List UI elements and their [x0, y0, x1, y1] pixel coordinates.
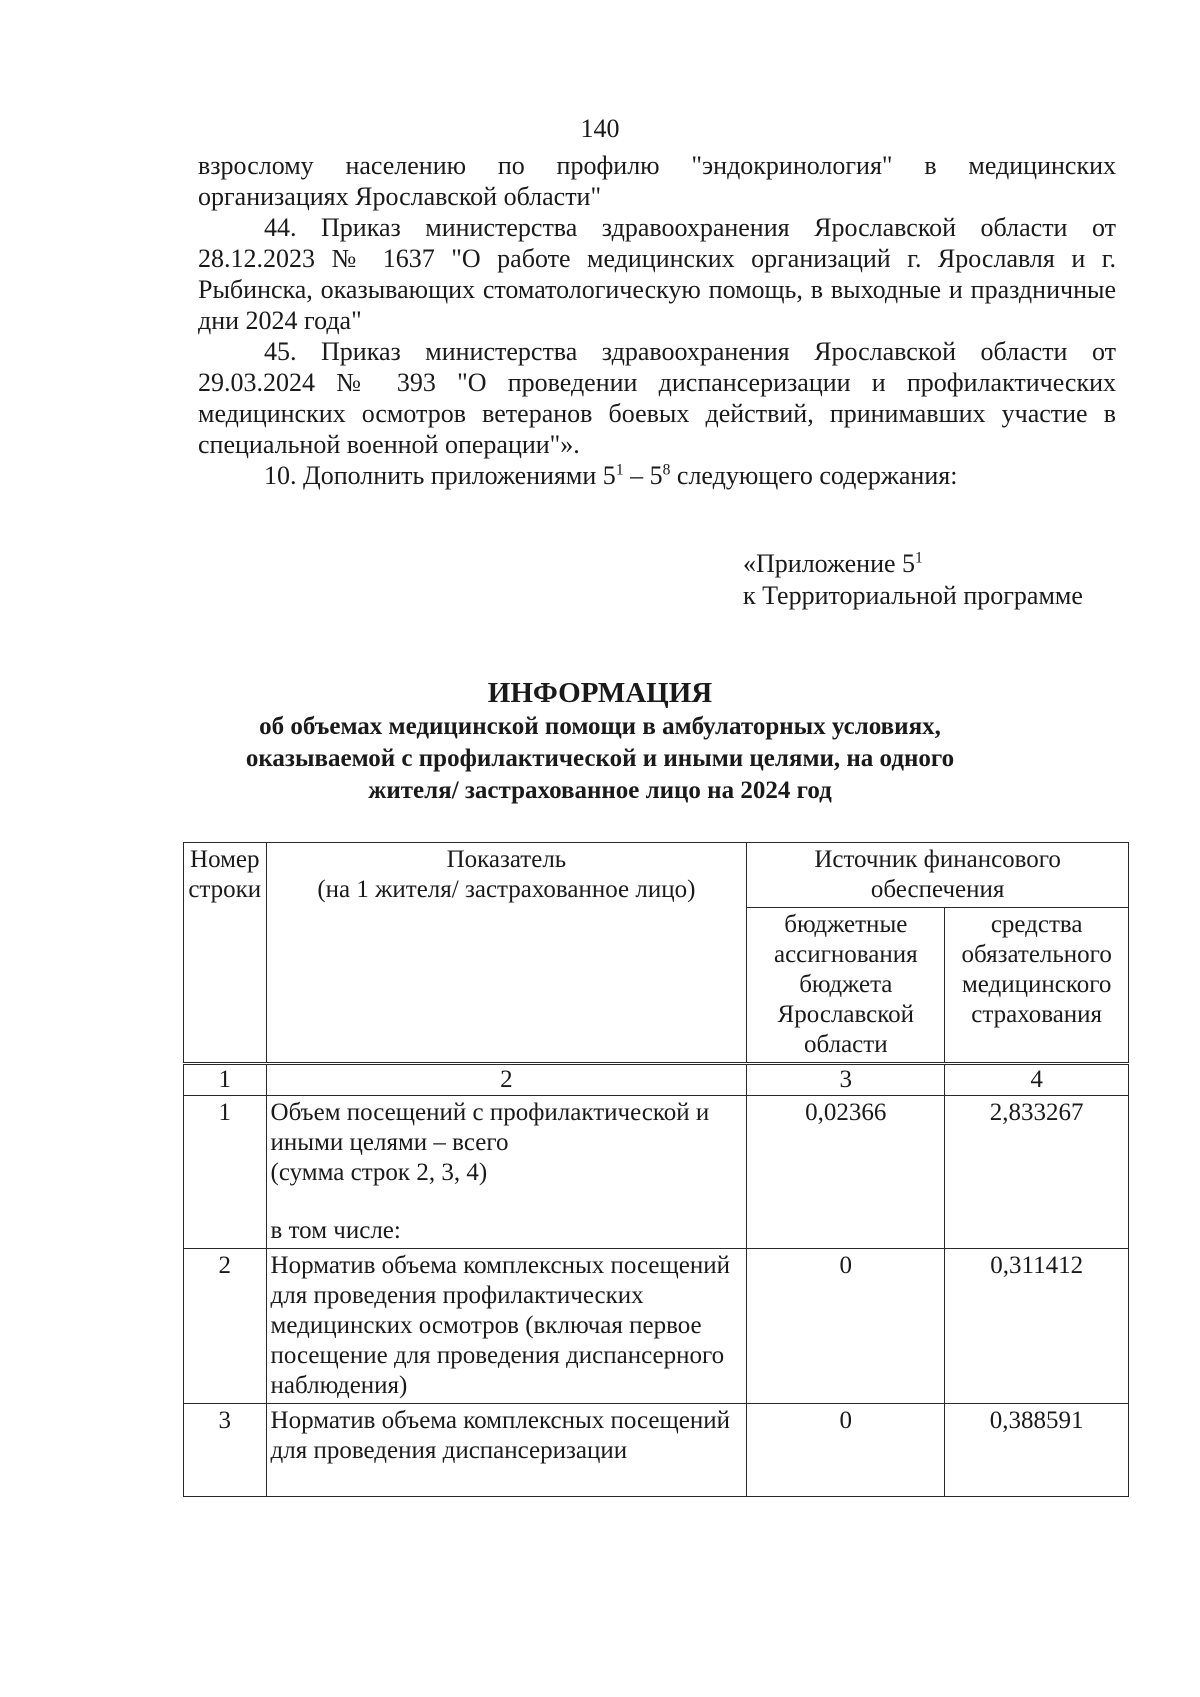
row-indicator: [266, 1096, 747, 1249]
item10-before: 10. Дополнить приложениями 5: [264, 461, 616, 490]
row-indicator-note: (сумма строк 2, 3, 4): [270, 1159, 488, 1186]
row-oms-value: 2,833267: [945, 1096, 1129, 1249]
row-oms-value: 0,311412: [945, 1249, 1129, 1404]
row-indicator-extra: в том числе:: [270, 1217, 401, 1244]
row-number: 3: [184, 1404, 267, 1497]
item10-sup1: 1: [615, 461, 624, 479]
row-indicator-text: Норматив объема комплексных посещений для проведения диспансеризации: [270, 1407, 730, 1464]
header-indicator-line2: (на 1 жителя/ застрахованное лицо): [317, 876, 696, 903]
table-row: [184, 1404, 1129, 1497]
item10-sup2: 8: [662, 461, 671, 479]
header-budget: бюджетные ассигнования бюджета Ярославской области: [747, 908, 945, 1064]
row-budget-value: 0,02366: [747, 1096, 945, 1249]
item10-dash: – 5: [623, 461, 663, 490]
row-indicator: Норматив объема комплексных посещений для проведения профилактических медицинских осмотров (включая первое посещение для проведения диспансерного наблюдения): [266, 1249, 747, 1404]
column-number: 4: [945, 1064, 1129, 1096]
paragraph-item-44: 44. Приказ министерства здравоохранения Ярославской области от 28.12.2023 № 1637 "О работе медицинских организаций г. Ярославля и г. Рыбинска, оказывающих стоматологическую помощь, в выходные и праздничные дни 2024 года": [198, 213, 1116, 335]
column-number: 2: [266, 1064, 747, 1096]
table-row: [184, 1249, 1129, 1404]
title-line1: об объемах медицинской помощи в амбулаторных условиях,: [259, 713, 941, 740]
appendix-reference: [743, 548, 1083, 612]
row-indicator-text: Объем посещений с профилактической и иными целями – всего: [270, 1099, 710, 1156]
table-header-row: [184, 843, 1129, 908]
column-numbers-row: [184, 1064, 1129, 1096]
title-line3: жителя/ застрахованное лицо на 2024 год: [368, 777, 832, 804]
title-main: ИНФОРМАЦИЯ: [487, 677, 713, 709]
appendix-line1: [743, 548, 1083, 580]
header-indicator-line1: Показатель: [446, 846, 567, 873]
paragraph-continuation: взрослому населению по профилю "эндокринология" в медицинских организациях Ярославской области": [198, 151, 1116, 211]
row-spacer: [271, 1466, 743, 1494]
appendix-line2: к Территориальной программе: [743, 581, 1083, 610]
table-row: [184, 1096, 1129, 1249]
title-line2: оказываемой с профилактической и иными целями, на одного: [245, 745, 955, 772]
column-number: 1: [184, 1064, 267, 1096]
row-number: 2: [184, 1249, 267, 1404]
info-table: [183, 842, 1129, 1497]
item10-after: следующего содержания:: [670, 461, 958, 490]
paragraph-item-45: 45. Приказ министерства здравоохранения Ярославской области от 29.03.2024 № 393 "О проведении диспансеризации и профилактических медицинских осмотров ветеранов боевых действий, принимавших участие в специальной военной операции"».: [198, 337, 1116, 459]
page-number: 140: [580, 114, 620, 143]
header-indicator: [266, 843, 747, 1064]
header-funding-source: Источник финансового обеспечения: [747, 843, 1129, 908]
column-number: 3: [747, 1064, 945, 1096]
appendix-label: «Приложение 5: [743, 549, 916, 578]
header-row-number: Номер строки: [184, 843, 267, 1064]
row-budget-value: 0: [747, 1249, 945, 1404]
row-indicator: [266, 1404, 747, 1497]
appendix-sup: 1: [915, 549, 923, 567]
row-oms-value: 0,388591: [945, 1404, 1129, 1497]
document-title: [0, 675, 1200, 807]
header-oms: средства обязательного медицинского страхования: [945, 908, 1129, 1064]
row-budget-value: 0: [747, 1404, 945, 1497]
paragraph-item-10: [198, 460, 1116, 491]
row-spacer: [271, 1188, 743, 1216]
body-text: [198, 150, 1116, 491]
row-number: 1: [184, 1096, 267, 1249]
